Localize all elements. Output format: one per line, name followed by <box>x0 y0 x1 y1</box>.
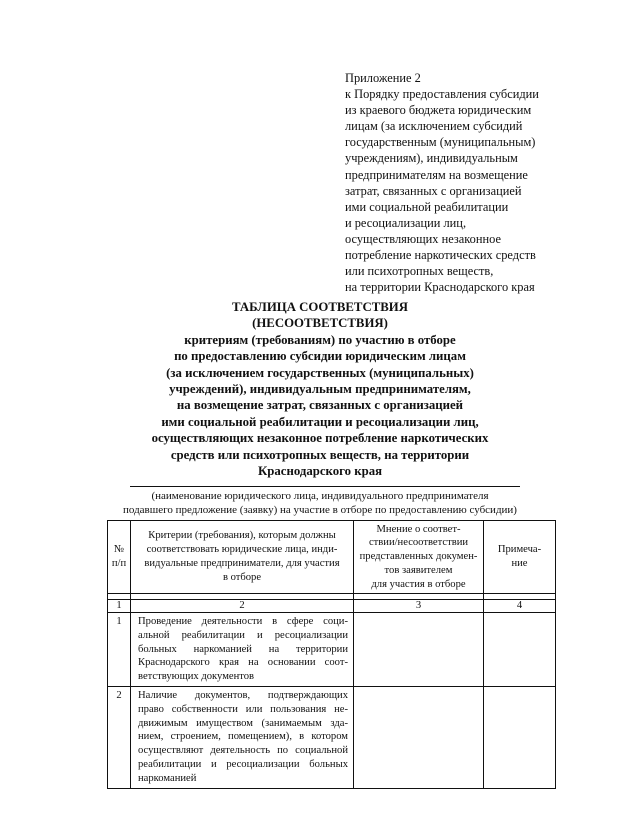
caption-line: подавшего предложение (заявку) на участие в отборе по предоставлению субсидии) <box>123 504 517 516</box>
appendix-line: осуществляющих незаконное <box>345 231 501 246</box>
appendix-line: потребление наркотических средств <box>345 248 536 263</box>
appendix-line: к Порядку предоставления субсидии <box>345 87 539 102</box>
opinion-cell[interactable] <box>354 613 484 687</box>
appendix-line: предпринимателям на возмещение <box>345 167 528 182</box>
appendix-line: государственным (муниципальным) <box>345 135 536 150</box>
appendix-line: из краевого бюджета юридическим <box>345 103 532 118</box>
row-number: 1 <box>108 613 131 687</box>
column-number: 4 <box>484 600 556 613</box>
document-title <box>70 299 570 479</box>
header-criteria: Критерии (требования), которым должны соответствовать юридические лица, инди- видуальные предприниматели, для участия в отборе <box>131 521 354 594</box>
title-line: ими социальной реабилитации и ресоциализации лиц, <box>161 414 479 429</box>
title-line: средств или психотропных веществ, на территории <box>170 447 470 462</box>
appendix-line: Приложение 2 <box>345 71 421 85</box>
title-line: на возмещение затрат, связанных с организацией <box>176 398 464 413</box>
table-header-row <box>108 521 556 594</box>
column-number: 1 <box>108 600 131 613</box>
title-line: (за исключением государственных (муниципальных) <box>166 365 474 380</box>
title-line: осуществляющих незаконное потребление наркотических <box>151 431 489 446</box>
column-number: 3 <box>354 600 484 613</box>
appendix-line: или психотропных веществ, <box>345 264 494 279</box>
header-opinion: Мнение о соответ- ствии/несоответствии представленных докумен- тов заявителем для участия в отборе <box>354 521 484 594</box>
criteria-cell: Наличие документов, подтверждающих право собственности или пользования не- движимым имуществом (занимаемым зда- нием, строением, помещением), в котором осуществляют деятельность по социальной реабилитации и ресоциализации больных наркоманией <box>131 686 354 788</box>
row-number: 2 <box>108 686 131 788</box>
note-cell[interactable] <box>484 613 556 687</box>
header-num: № п/п <box>108 521 131 594</box>
applicant-caption <box>70 489 570 517</box>
applicant-name-line[interactable] <box>130 486 520 487</box>
appendix-line: на территории Краснодарского края <box>345 280 535 295</box>
criteria-table <box>107 520 556 789</box>
opinion-cell[interactable] <box>354 686 484 788</box>
title-line: Краснодарского края <box>257 464 383 479</box>
appendix-line: затрат, связанных с организацией <box>345 183 522 198</box>
title-line: по предоставлению субсидии юридическим лицам <box>174 349 466 364</box>
column-number-row <box>108 600 556 613</box>
appendix-line: ими социальной реабилитации <box>345 199 509 214</box>
title-line: учреждений), индивидуальным предпринимателям, <box>169 382 471 397</box>
appendix-line: лицам (за исключением субсидий <box>345 119 523 134</box>
criteria-cell: Проведение деятельности в сфере соци- альной реабилитации и ресоциализации больных наркоманией на территории Краснодарского края на основании соот- ветствующих документов <box>131 613 354 687</box>
column-number: 2 <box>131 600 354 613</box>
table-row <box>108 613 556 687</box>
note-cell[interactable] <box>484 686 556 788</box>
appendix-line: учреждениям), индивидуальным <box>345 151 518 166</box>
table-row <box>108 686 556 788</box>
appendix-header <box>345 70 630 295</box>
title-line: ТАБЛИЦА СООТВЕТСТВИЯ <box>232 300 408 314</box>
title-line: критериям (требованиям) по участию в отборе <box>184 332 456 347</box>
caption-line: (наименование юридического лица, индивидуального предпринимателя <box>151 490 489 502</box>
header-note: Примеча- ние <box>484 521 556 594</box>
title-line: (НЕСООТВЕТСТВИЯ) <box>252 316 388 331</box>
appendix-line: и ресоциализации лиц, <box>345 215 467 230</box>
